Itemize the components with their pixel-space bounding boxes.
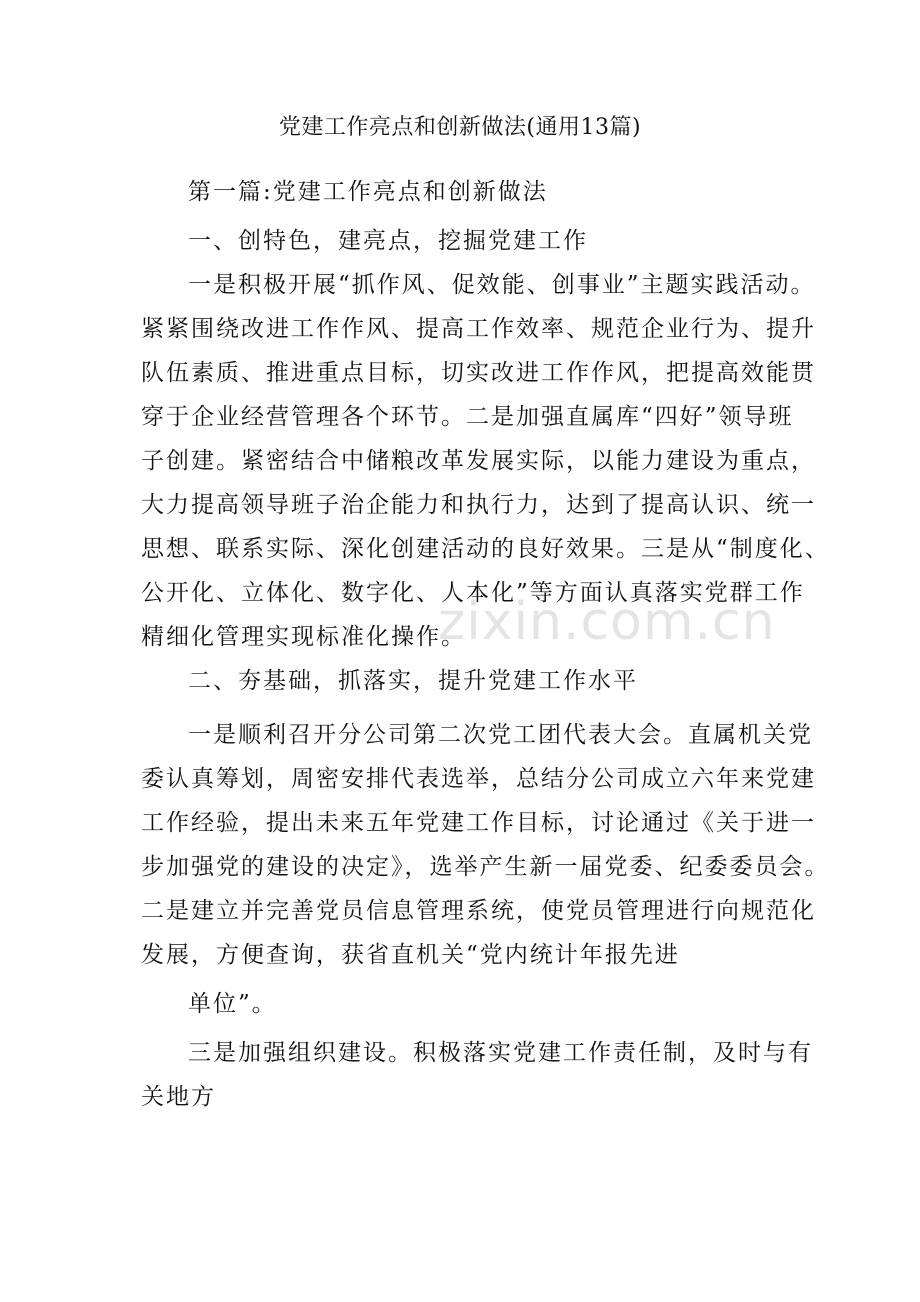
paragraph-line: 发展，方便查询，获省直机关“党内统计年报先进 [141,942,680,968]
paragraph-line: 公开化、立体化、数字化、人本化”等方面认真落实党群工作 [141,580,805,606]
paragraph-line: 穿于企业经营管理各个环节。二是加强直属库“四好”领导班 [141,404,794,430]
watermark: zixin.com.cn [438,592,776,652]
document-title: 党建工作亮点和创新做法(通用13篇) [278,115,642,140]
paragraph-line: 子创建。紧密结合中储粮改革发展实际，以能力建设为重点， [141,448,816,474]
paragraph-line: 大力提高领导班子治企能力和执行力，达到了提高认识、统一 [141,492,816,518]
paragraph-line: 一是积极开展“抓作风、促效能、创事业”主题实践活动。 [188,272,816,298]
paragraph-line: 精细化管理实现标准化操作。 [141,624,466,650]
subheading: 一、创特色，建亮点，挖掘党建工作 [188,228,588,254]
paragraph-line: 一是顺利召开分公司第二次党工团代表大会。直属机关党 [188,722,813,748]
paragraph-line: 工作经验，提出未来五年党建工作目标，讨论通过《关于进一 [141,810,816,836]
paragraph-line: 步加强党的建设的决定》，选举产生新一届党委、纪委委员会。 [141,854,830,880]
paragraph-line: 二是建立并完善党员信息管理系统，使党员管理进行向规范化 [141,898,816,924]
paragraph-line: 队伍素质、推进重点目标，切实改进工作作风，把提高效能贯 [141,360,816,386]
subheading: 二、夯基础，抓落实，提升党建工作水平 [188,668,638,694]
section-heading: 第一篇:党建工作亮点和创新做法 [188,179,548,205]
paragraph-line: 委认真筹划，周密安排代表选举，总结分公司成立六年来党建 [141,766,816,792]
paragraph-line: 思想、联系实际、深化创建活动的良好效果。三是从“制度化、 [141,536,830,562]
paragraph-line: 关地方 [141,1084,216,1110]
paragraph-line: 三是加强组织建设。积极落实党建工作责任制，及时与有 [188,1040,813,1066]
paragraph-line: 单位”。 [188,991,277,1017]
paragraph-line: 紧紧围绕改进工作作风、提高工作效率、规范企业行为、提升 [141,316,816,342]
